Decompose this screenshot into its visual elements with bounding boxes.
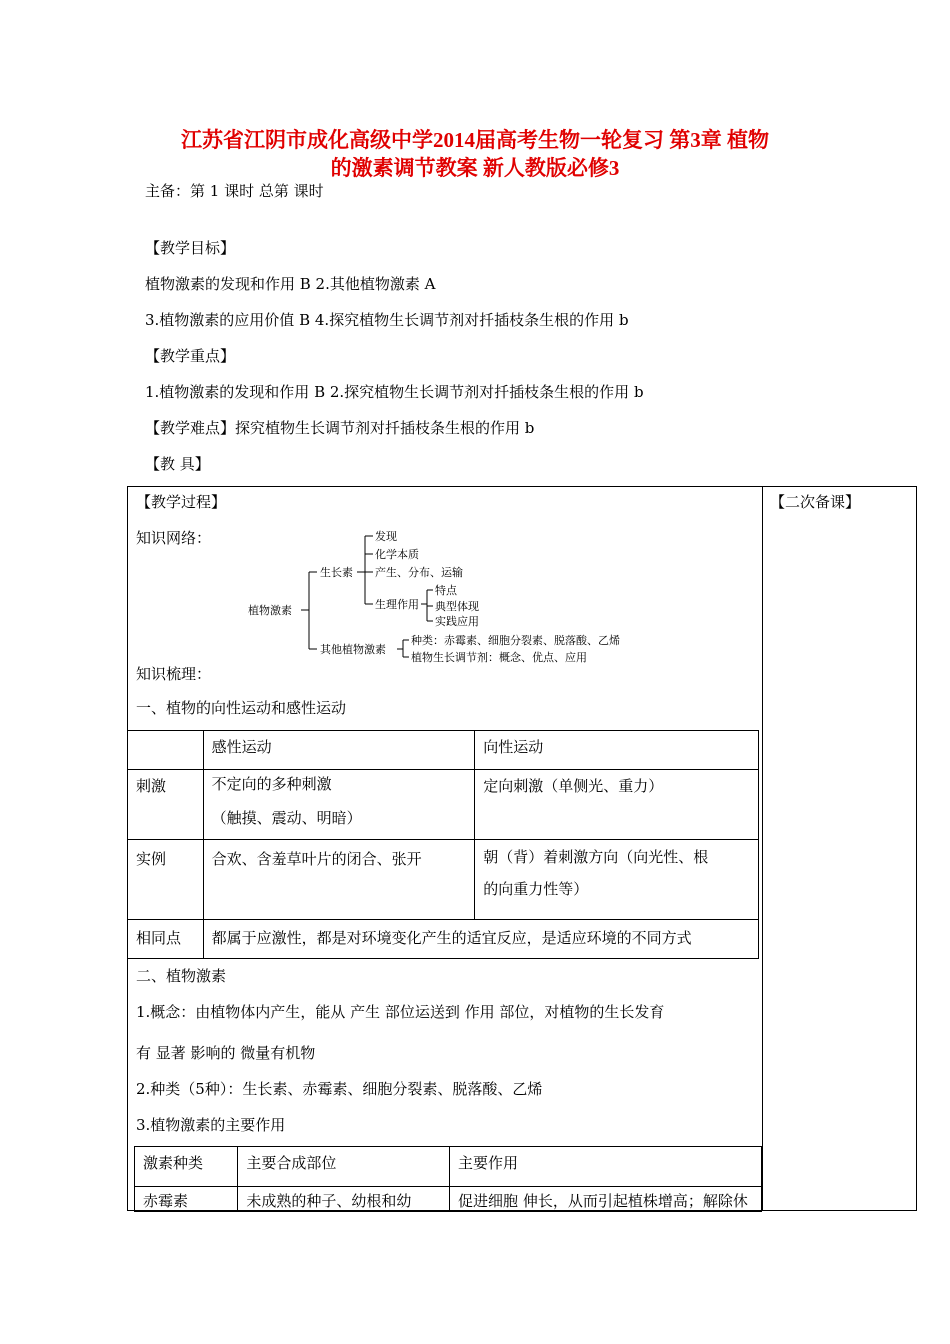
table-cell: 促进细胞 伸长，从而引起植株增高；解除休 <box>450 1187 762 1212</box>
table-header-cell: 感性运动 <box>203 731 475 770</box>
diagram-physio: 生理作用 <box>375 598 419 611</box>
diagram-feature: 特点 <box>435 584 457 597</box>
row-label-same: 相同点 <box>128 920 204 959</box>
table-row <box>135 1147 762 1187</box>
tools-line: 【教 具】 <box>145 455 210 473</box>
concept-line1: 1.概念：由植物体内产生，能从 产生 部位运送到 作用 部位，对植物的生长发育 <box>136 1003 665 1021</box>
stim-b: 定向刺激（单侧光、重力） <box>475 770 759 840</box>
goals-line-2: 3.植物激素的应用价值 B 4.探究植物生长调节剂对扦插枝条生根的作用 b <box>145 311 629 329</box>
diagram-discover: 发现 <box>375 530 397 543</box>
doc-title-line2: 的激素调节教案 新人教版必修3 <box>330 156 620 180</box>
ex-b-line2: 的向重力性等） <box>483 880 589 898</box>
stim-a-line2: （触摸、震动、明暗） <box>211 809 362 827</box>
motion-table <box>127 730 759 959</box>
table-cell <box>128 731 204 770</box>
table-cell <box>475 840 759 920</box>
table-cell: 未成熟的种子、幼根和幼 <box>238 1187 450 1212</box>
part1-title: 一、植物的向性运动和感性运动 <box>136 699 347 717</box>
table-row <box>128 920 759 959</box>
frame-divider <box>762 486 763 1211</box>
network-label: 知识网络： <box>136 529 212 547</box>
main-role-line: 3.植物激素的主要作用 <box>136 1116 286 1134</box>
sort-label: 知识梳理： <box>136 665 212 683</box>
diagram-nature: 化学本质 <box>375 548 419 561</box>
diagram-kinds: 种类：赤霉素、细胞分裂素、脱落酸、乙烯 <box>411 634 620 647</box>
key-line: 1.植物激素的发现和作用 B 2.探究植物生长调节剂对扦插枝条生根的作用 b <box>145 383 644 401</box>
table-cell <box>203 770 475 840</box>
hormone-table <box>134 1146 762 1212</box>
key-heading: 【教学重点】 <box>145 347 236 365</box>
kinds-line: 2.种类（5种）：生长素、赤霉素、细胞分裂素、脱落酸、乙烯 <box>136 1080 543 1098</box>
diagram-typical: 典型体现 <box>435 600 479 613</box>
side-notes-heading: 【二次备课】 <box>770 493 861 511</box>
ex-a: 合欢、含羞草叶片的闭合、张开 <box>203 840 475 920</box>
table-row <box>128 770 759 840</box>
table-row <box>128 840 759 920</box>
knowledge-network-diagram <box>245 524 665 666</box>
table-header-cell: 激素种类 <box>135 1147 238 1187</box>
part2-title: 二、植物激素 <box>136 967 227 985</box>
diagram-practice: 实践应用 <box>435 615 479 628</box>
goals-line-1: 植物激素的发现和作用 B 2.其他植物激素 A <box>145 275 436 293</box>
prep-info: 主备：第 1 课时 总第 课时 <box>145 182 324 200</box>
table-row <box>128 731 759 770</box>
difficulty-line: 【教学难点】探究植物生长调节剂对扦插枝条生根的作用 b <box>145 419 535 437</box>
ex-b-line1: 朝（背）着刺激方向（向光性、根 <box>483 848 709 866</box>
diagram-regulator: 植物生长调节剂：概念、优点、应用 <box>411 651 587 664</box>
stim-a-line1: 不定向的多种刺激 <box>211 775 332 793</box>
diagram-root: 植物激素 <box>248 604 292 617</box>
table-header-cell: 向性运动 <box>475 731 759 770</box>
table-header-cell: 主要合成部位 <box>238 1147 450 1187</box>
goals-heading: 【教学目标】 <box>145 239 236 257</box>
table-header-cell: 主要作用 <box>450 1147 762 1187</box>
doc-title-line1: 江苏省江阴市成化高级中学2014届高考生物一轮复习 第3章 植物 <box>181 128 769 152</box>
table-cell: 赤霉素 <box>135 1187 238 1212</box>
diagram-growth: 生长素 <box>320 566 353 579</box>
concept-line2: 有 显著 影响的 微量有机物 <box>136 1044 316 1062</box>
diagram-other: 其他植物激素 <box>320 643 386 656</box>
process-heading: 【教学过程】 <box>136 493 227 511</box>
diagram-produce: 产生、分布、运输 <box>375 566 463 579</box>
row-label-example: 实例 <box>128 840 204 920</box>
table-row <box>135 1187 762 1212</box>
same-text: 都属于应激性，都是对环境变化产生的适宜反应，是适应环境的不同方式 <box>203 920 758 959</box>
row-label-stimulus: 刺激 <box>128 770 204 840</box>
